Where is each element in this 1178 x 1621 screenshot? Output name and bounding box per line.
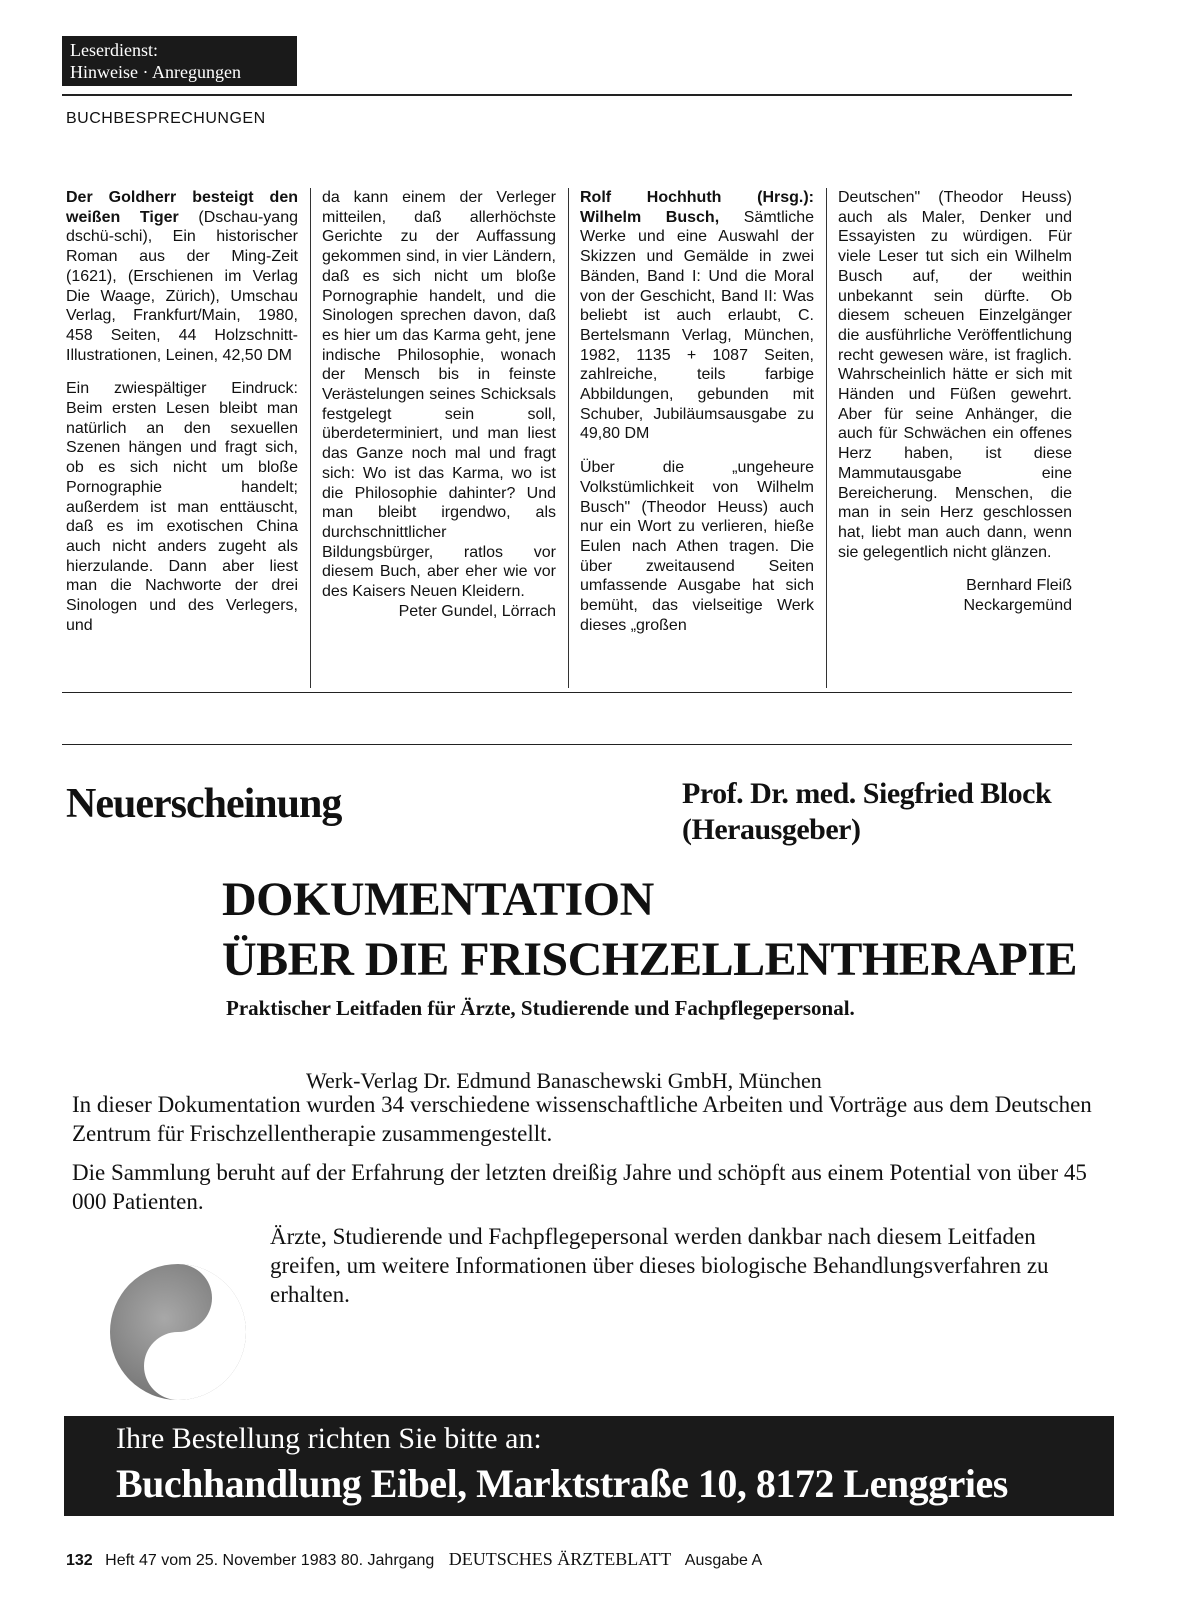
- ad-publisher: Werk-Verlag Dr. Edmund Banaschewski GmbH, München: [306, 1068, 822, 1093]
- review2-heading: [580, 188, 814, 444]
- ad-paragraph-1-text: In dieser Dokumentation wurden 34 verschiedene wissenschaftliche Arbeiten und Vorträge aus dem Deutschen Zentrum für Frischzellentherapie zusammengestellt.: [72, 1092, 1092, 1146]
- page-footer: [66, 1549, 762, 1570]
- review2-signature-name: Bernhard Fleiß: [966, 577, 1072, 595]
- review2-details: Sämtliche Werke und eine Auswahl der Skizzen und Gemälde in zwei Bänden, Band I: Und die Moral von der Geschicht, Band II: Was beliebt ist auch erlaubt, C. Bertelsmann Verlag, München, 1982, 1135 + 1087 Seiten, zahlreiche, teils farbige Abbildungen, gebunden mit Schuber, Jubiläumsausgabe zu 49,80 DM: [580, 208, 814, 443]
- order-instruction: Ihre Bestellung richten Sie bitte an:: [116, 1422, 542, 1455]
- ad-label: Neuerscheinung: [66, 781, 342, 827]
- ad-paragraph-2: [72, 1158, 1112, 1216]
- ad-author: [682, 776, 1051, 848]
- ad-title-line-1: DOKUMENTATION: [222, 873, 654, 926]
- ad-subtitle: Praktischer Leitfaden für Ärzte, Studierende und Fachpflegepersonal.: [226, 996, 855, 1020]
- edition: Ausgabe A: [684, 1552, 763, 1569]
- review1-text-part2: da kann einem der Verleger mitteilen, daß allerhöchste Gerichte zu der Auffassung gekommen sind, in vier Ländern, daß es sich nicht um bloße Pornographie handelt, und die Sinologen sprechen davon, daß es hier um das Karma geht, jene indische Philosophie, wonach der Mensch bis in feinste Verästelungen seines Schicksals festgelegt sein soll, überdeterminiert, und man liest das Ganze noch mal und fragt sich: Wo ist das Karma, wo ist die Philosophie dahinter? Und man bleibt irgendwo, als durchschnittlicher Bildungsbürger, ratlos vor diesem Buch, aber eher wie vor des Kaisers Neuen Kleidern.: [322, 189, 556, 601]
- journal-name: DEUTSCHES ÄRZTEBLATT: [448, 1549, 672, 1569]
- review1-column-2: [322, 188, 556, 688]
- review2-text-part2: Deutschen" (Theodor Heuss) auch als Maler, Denker und Essayisten zu würdigen. Für viele Leser tut sich ein Wilhelm Busch auf, der weithin unbekannt sein dürfte. Ob diesem scheuen Einzelgänger die ausführliche Veröffentlichung recht gewesen wäre, ist fraglich. Wahrscheinlich hätte er sich mit Händen und Füßen gewehrt. Aber für seine Anhänger, die auch für Schwächen ein offenes Herz haben, ist diese Mammutausgabe eine Bereicherung. Menschen, die man in sein Herz geschlossen hat, liebt man auch dann, wenn sie gelegentlich nicht glänzen.: [838, 189, 1072, 561]
- review2-column-1: [580, 188, 814, 688]
- review1-details: (Dschau-yang dschü-schi), Ein historischer Roman aus der Ming-Zeit (1621), (Erschienen im Verlag Die Waage, Zürich), Umschau Verlag, Frankfurt/Main, 1980, 458 Seiten, 44 Holzschnitt-Illustrationen, Leinen, 42,50 DM: [66, 208, 298, 364]
- ad-author-role: (Herausgeber): [682, 813, 861, 846]
- section-header-box: [62, 36, 297, 86]
- review2-title: Rolf Hochhuth (Hrsg.): Wilhelm Busch,: [580, 189, 814, 226]
- ad-top-rule: [62, 744, 1072, 745]
- order-box: [64, 1416, 1114, 1516]
- page-number: 132: [66, 1552, 93, 1569]
- order-address: Buchhandlung Eibel, Marktstraße 10, 8172 Lenggries: [116, 1461, 1008, 1506]
- review2-signature-place: Neckargemünd: [963, 597, 1072, 615]
- top-rule: [62, 94, 1072, 96]
- ad-paragraph-1: [72, 1090, 1112, 1148]
- review2-text-part1: Über die „ungeheure Volkstümlichkeit von Wilhelm Busch" (Theodor Heuss) auch nur ein Wort zu verlieren, hieße Eulen nach Athen tragen. Die über zweitausend Seiten umfassende Ausgabe hat sich bemüht, das vielseitige Werk dieses „großen: [580, 459, 814, 634]
- header-line-2: Hinweise · Anregungen: [70, 62, 241, 82]
- column-divider: [310, 188, 311, 688]
- mid-rule: [62, 692, 1072, 693]
- ad-paragraph-3: [270, 1222, 1080, 1309]
- review1-heading: [66, 188, 298, 365]
- ad-title-line-2: ÜBER DIE FRISCHZELLENTHERAPIE: [222, 933, 1078, 986]
- review2-column-2: [838, 188, 1072, 688]
- header-line-1: Leserdienst:: [70, 40, 158, 60]
- section-label: BUCHBESPRECHUNGEN: [66, 110, 266, 127]
- ad-author-name: Prof. Dr. med. Siegfried Block: [682, 777, 1052, 810]
- review1-title: Der Goldherr besteigt den weißen Tiger: [66, 189, 298, 226]
- review1-signature: Peter Gundel, Lörrach: [398, 602, 556, 620]
- issue-info: Heft 47 vom 25. November 1983 80. Jahrgang: [105, 1552, 435, 1569]
- ad-paragraph-3-text: Ärzte, Studierende und Fachpflegepersonal werden dankbar nach diesem Leitfaden greifen, um weitere Informationen über dieses biologische Behandlungsverfahren zu erhalten.: [270, 1224, 1049, 1307]
- review1-text-part1: Ein zwiespältiger Eindruck: Beim ersten Lesen bleibt man natürlich an den sexuellen Szenen hängen und fragt sich, ob es sich nicht um bloße Pornographie handelt; außerdem ist man enttäuscht, daß es im exotischen China auch nicht anders zugeht als hierzulande. Dann aber liest man die Nachworte der drei Sinologen und des Verlegers, und: [66, 380, 298, 634]
- column-divider: [826, 188, 827, 688]
- column-divider: [568, 188, 569, 688]
- review1-column-1: [66, 188, 298, 688]
- ad-paragraph-2-text: Die Sammlung beruht auf der Erfahrung der letzten dreißig Jahre und schöpft aus einem Potential von über 45 000 Patienten.: [72, 1160, 1087, 1214]
- yin-yang-logo-icon: [108, 1262, 248, 1402]
